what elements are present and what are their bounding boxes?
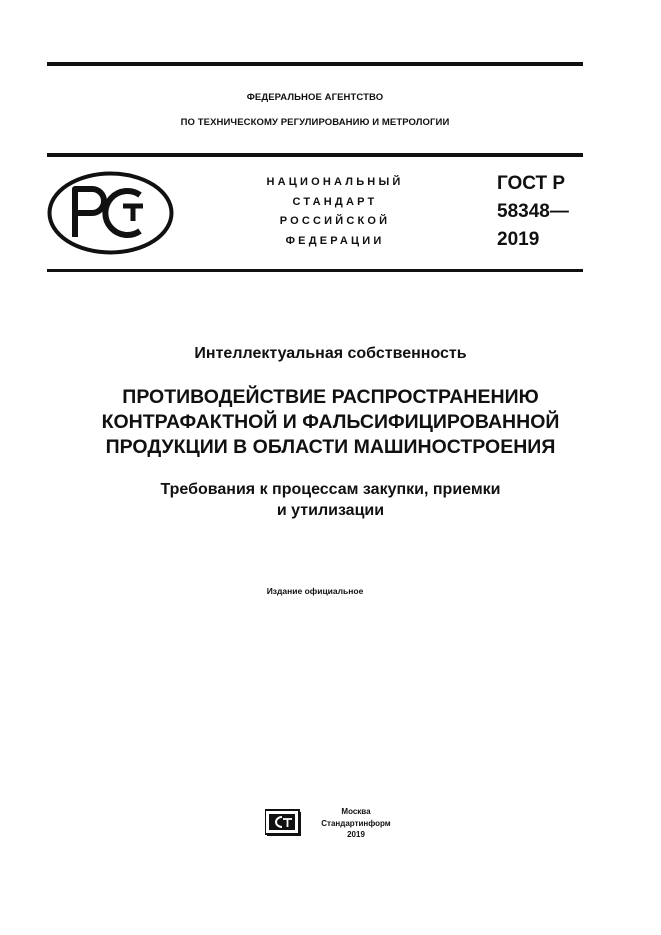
title-line-2: КОНТРАФАКТНОЙ И ФАЛЬСИФИЦИРОВАННОЙ bbox=[101, 411, 560, 433]
standard-label-line-3: РОССИЙСКОЙ bbox=[279, 215, 391, 227]
designation-line-2: 58348— bbox=[497, 201, 569, 222]
publisher-city: Москва bbox=[341, 807, 371, 816]
publisher-year: 2019 bbox=[347, 830, 365, 839]
national-standard-label bbox=[244, 173, 426, 251]
agency-name-line-1: ФЕДЕРАЛЬНОЕ АГЕНТСТВО bbox=[246, 92, 384, 103]
middle-rule bbox=[47, 153, 583, 157]
edition-label: Издание официальное bbox=[266, 586, 364, 596]
standard-label-line-2: СТАНДАРТ bbox=[292, 195, 378, 208]
designation-line-1: ГОСТ Р bbox=[497, 173, 566, 194]
publisher-name: Стандартинформ bbox=[321, 818, 391, 828]
standard-designation bbox=[497, 170, 569, 254]
subtitle-line-1: Требования к процессам закупки, приемки bbox=[160, 481, 501, 498]
subtitle-line-2: и утилизации bbox=[276, 502, 385, 519]
agency-name-line-2: ПО ТЕХНИЧЕСКОМУ РЕГУЛИРОВАНИЮ И МЕТРОЛОГИИ bbox=[180, 117, 450, 128]
designation-line-3: 2019 bbox=[497, 229, 540, 250]
document-subject: Интеллектуальная собственность bbox=[194, 345, 467, 362]
top-rule bbox=[47, 62, 583, 66]
gost-r-certification-mark-icon bbox=[47, 171, 174, 255]
title-line-1: ПРОТИВОДЕЙСТВИЕ РАСПРОСТРАНЕНИЮ bbox=[122, 386, 539, 408]
standartinform-logo-icon bbox=[265, 808, 305, 838]
document-subtitle bbox=[0, 479, 661, 521]
standard-label-line-1: НАЦИОНАЛЬНЫЙ bbox=[266, 176, 404, 188]
publisher-block bbox=[310, 806, 402, 841]
bottom-rule bbox=[47, 269, 583, 272]
title-line-3: ПРОДУКЦИИ В ОБЛАСТИ МАШИНОСТРОЕНИЯ bbox=[105, 436, 556, 458]
document-title bbox=[0, 385, 661, 460]
standard-label-line-4: ФЕДЕРАЦИИ bbox=[285, 234, 385, 247]
